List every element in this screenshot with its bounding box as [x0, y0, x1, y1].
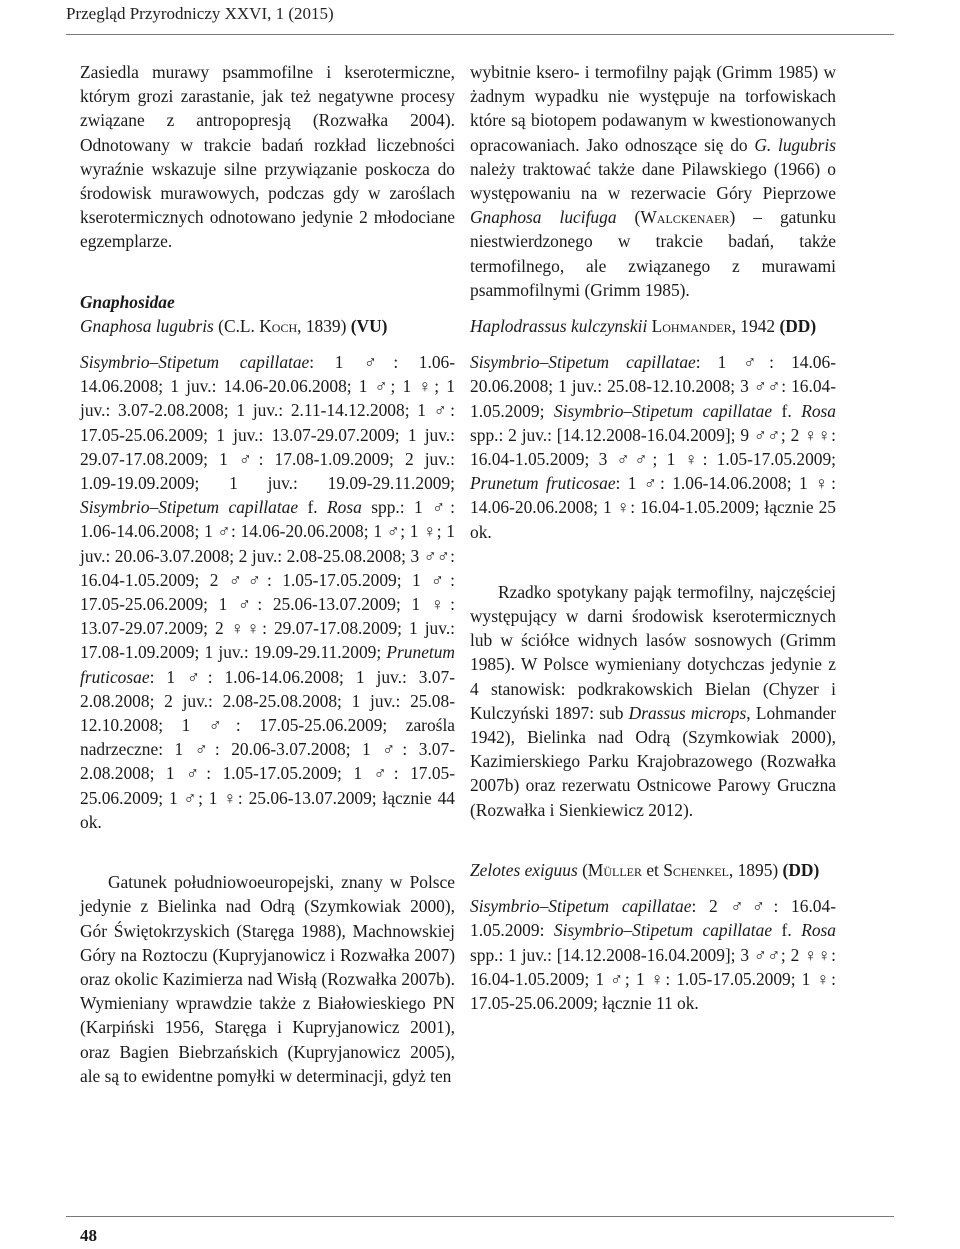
- habitat-name: Prunetum fruticosae: [80, 642, 455, 687]
- habitat-name: Rosa: [801, 920, 836, 941]
- left-column: [80, 60, 455, 1088]
- running-head: Przegląd Przyrodniczy XXVI, 1 (2015): [66, 4, 334, 23]
- record-text: : 1 ♂: 1.06-14.06.2008; 1 juv.: 3.07-2.08.2008; 2 juv.: 2.08-25.08.2008; 1 juv.: 25.08-12.10.2008; 1 ♂: 17.05-25.06.2009; zarośla nadrzeczne: 1 ♂: 20.06-3.07.2008; 1 ♂: 3.07-2.08.2008; 1 ♂: 1.05-17.05.2009; 1 ♂: 17.05-25.06.2009; 1 ♂; 1 ♀: 25.06-13.07.2009; łącznie 44 ok.: [80, 666, 455, 832]
- records-zelotes: [470, 894, 836, 1015]
- species-ref: Gnaphosa lucifuga: [470, 207, 617, 228]
- habitat-name: Prunetum fruticosae: [470, 473, 616, 494]
- record-text: : 1 ♂: 14.06-20.06.2008; 1 juv.: 25.08-12.10.2008; 3 ♂♂: 16.04-1.05.2009;: [470, 352, 836, 421]
- habitat-name: Sisymbrio–Stipetum capillatae: [470, 896, 692, 917]
- paragraph-distribution: Gatunek południowoeuropejski, znany w Polsce jedynie z Bielinka nad Odrą (Szymkowiak 2000), Gór Świętokrzyskich (Staręga 1988), Machnowskiej Góry na Roztoczu (Kupryjanowicz i Rozwałka 2007) oraz okolic Kazimierza nad Wisłą (Rozwałka 2007b). Wymieniany wprawdzie także z Białowieskiego PN (Karpiński 1956, Staręga i Kupryjanowicz 2001), oraz Bagien Biebrzańskich (Kupryjanowicz 2005), ale są to ewidentne pomyłki w determinacji, gdyż ten: [80, 872, 455, 1086]
- paragraph-haplodrassus-notes: [470, 580, 836, 822]
- record-text: : 1 ♂: 1.06-14.06.2008; 1 ♀: 14.06-20.06.2008; 1 ♀: 16.04-1.05.2009; łącznie 25 ok.: [470, 473, 836, 542]
- author-prefix: (C.L.: [213, 315, 260, 336]
- species-name: Gnaphosa lugubris: [80, 315, 214, 336]
- page-number: 48: [80, 1226, 97, 1245]
- status-badge: (DD): [782, 859, 820, 880]
- paragraph-habitat: Zasiedla murawy psammofilne i kserotermiczne, którym grozi zarastanie, jak też negatywne procesy związane z antropopresją (Rozwałka 2004). Odnotowany w trakcie badań rozkład liczebności wyraźnie wskazuje silne przywiązanie poskocza do środowisk murawowych, podczas gdy w zaroślach kserotermicznych odnotowano jedynie 2 młodociane egzemplarze.: [80, 62, 455, 252]
- species-heading-zelotes: [470, 858, 836, 882]
- body-text: , Lohmander 1942), Bielinka nad Odrą (Szymkowiak 2000), Kazimierskiego Parku Krajobrazowego (Rozwałka 2007b) oraz rezerwatu Ostnicowe Parowy Gruczna (Rozwałka i Sienkiewicz 2012).: [470, 702, 837, 820]
- body-text: ) – gatunku niestwierdzonego w trakcie badań, także termofilnego, ale związanego z murawami psammofilnymi (Grimm 1985).: [470, 207, 837, 300]
- record-text: spp.: 1 ♂: 1.06-14.06.2008; 1 ♂: 14.06-20.06.2008; 1 ♂; 1 ♀; 1 juv.: 20.06-3.07.2008; 2 juv.: 2.08-25.08.2008; 3 ♂♂: 16.04-1.05.2009; 2 ♂♂: 1.05-17.05.2009; 1 ♂: 17.05-25.06.2009; 1 ♂: 25.06-13.07.2009; 1 ♀: 13.07-29.07.2009; 2 ♀♀: 29.07-17.08.2009; 1 juv.: 17.08-1.09.2009; 1 juv.: 19.09-29.11.2009;: [80, 497, 456, 663]
- habitat-name: Rosa: [801, 400, 836, 421]
- body-text: wybitnie ksero- i termofilny pająk (Grimm 1985) w żadnym wypadku nie występuje na torfowiskach które są biotopem podawanym w kwestionowanych opracowaniach. Jako odnoszące się do: [470, 62, 836, 155]
- records-haplodrassus: [470, 350, 836, 544]
- record-text: spp.: 1 juv.: [14.12.2008-16.04.2009]; 3 ♂♂; 2 ♀♀: 16.04-1.05.2009; 1 ♂; 1 ♀: 1.05-17.05.2009; 1 ♀: 17.05-25.06.2009; łącznie 11 ok.: [470, 944, 836, 1013]
- status-badge: (VU): [350, 315, 388, 336]
- header-divider: [66, 34, 894, 35]
- author-name: Schenkel: [663, 859, 729, 880]
- record-text: f.: [772, 400, 802, 421]
- author-year: , 1942: [731, 316, 780, 337]
- records-gnaphosa: [80, 350, 455, 834]
- species-name: Zelotes exiguus: [470, 859, 578, 880]
- species-ref: G. lugubris: [754, 134, 836, 155]
- author-name: Koch: [259, 315, 298, 336]
- habitat-name: Sisymbrio–Stipetum capillatae: [80, 352, 310, 373]
- author-name: Müller: [587, 859, 642, 880]
- author-name: Lohmander: [651, 316, 732, 337]
- species-heading-haplodrassus: [470, 314, 836, 338]
- footer-divider: [66, 1216, 894, 1217]
- body-text: należy traktować także dane Pilawskiego (1966) o występowaniu na w rezerwacie Góry Pieprzowe: [470, 158, 836, 204]
- author-year: , 1895): [728, 859, 783, 880]
- habitat-name: Sisymbrio–Stipetum capillatae: [553, 920, 773, 941]
- author-connector: et: [641, 859, 664, 880]
- habitat-name: Sisymbrio–Stipetum capillatae: [553, 400, 773, 421]
- record-text: : 2 ♂♂: 16.04-1.05.2009:: [470, 896, 836, 941]
- paragraph-continuation: [470, 60, 836, 302]
- right-column: [470, 60, 836, 1015]
- record-text: : 1 ♂: 1.06-14.06.2008; 1 juv.: 14.06-20.06.2008; 1 ♂; 1 ♀; 1 juv.: 3.07-2.08.2008; 1 juv.: 2.11-14.12.2008; 1 ♂: 17.05-25.06.2009; 1 juv.: 13.07-29.07.2009; 1 juv.: 29.07-17.08.2009; 1 ♂: 17.08-1.09.2009; 2 juv.: 1.09-19.09.2009; 1 juv.: 19.09-29.11.2009;: [80, 352, 456, 494]
- record-text: f.: [772, 920, 802, 941]
- author-prefix: (: [577, 859, 588, 880]
- record-text: f.: [298, 497, 328, 518]
- species-ref: Drassus microps: [628, 702, 747, 723]
- author-name: Walckenaer: [640, 207, 730, 228]
- author-year: , 1839): [297, 315, 351, 336]
- habitat-name: Sisymbrio–Stipetum capillatae: [80, 497, 299, 518]
- family-heading: Gnaphosidae: [80, 291, 175, 312]
- habitat-name: Rosa: [327, 497, 362, 518]
- body-text: Rzadko spotykany pająk termofilny, najczęściej występujący w darni środowisk kserotermicznych lub w ściółce widnych lasów sosnowych (Grimm 1985). W Polsce wymieniany dotychczas jedynie z 4 stanowisk: podkrakowskich Bielan (Chyzer i Kulczyński 1897: sub: [470, 581, 836, 723]
- species-name: Haplodrassus kulczynskii: [470, 316, 648, 337]
- record-text: spp.: 2 juv.: [14.12.2008-16.04.2009]; 9 ♂♂; 2 ♀♀: 16.04-1.05.2009; 3 ♂♂; 1 ♀: 1.05-17.05.2009;: [470, 424, 836, 470]
- habitat-name: Sisymbrio–Stipetum capillatae: [470, 352, 696, 373]
- body-text: (: [616, 207, 641, 228]
- species-heading-gnaphosa: [80, 314, 455, 338]
- status-badge: (DD): [779, 316, 817, 337]
